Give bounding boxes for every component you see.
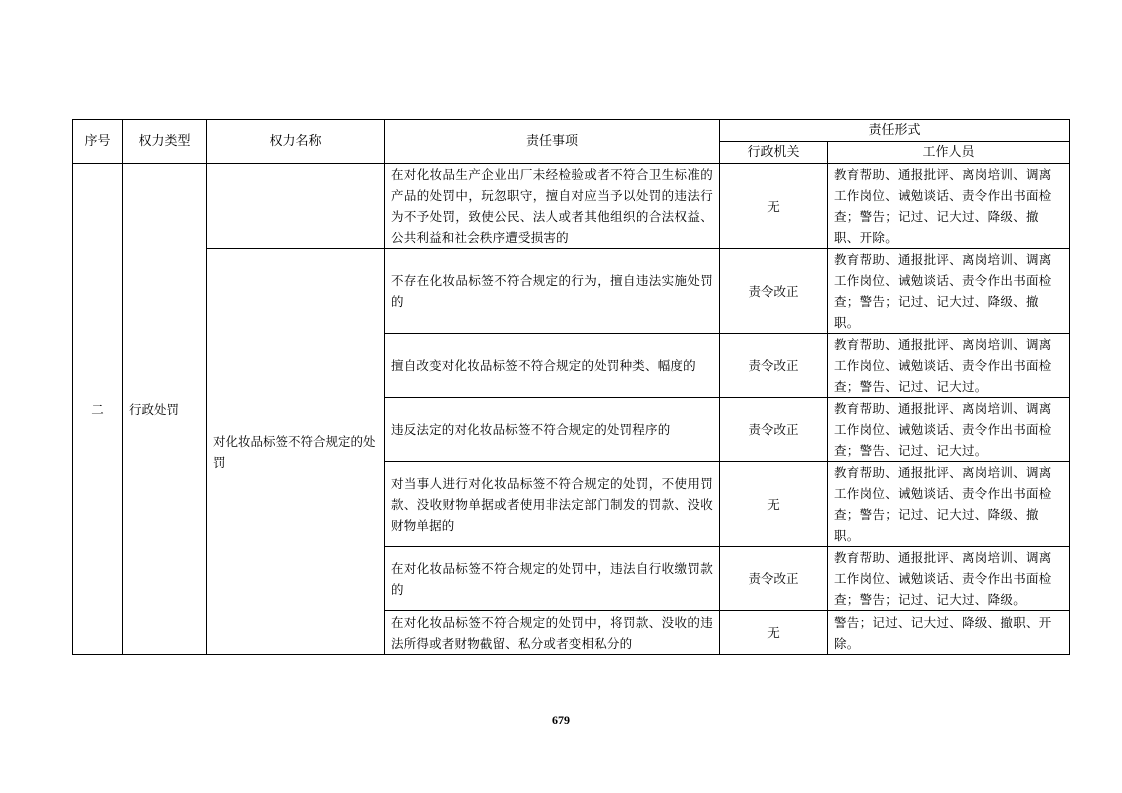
matter-cell: 擅自改变对化妆品标签不符合规定的处罚种类、幅度的 — [385, 334, 720, 398]
staff-cell: 教育帮助、通报批评、离岗培训、调离工作岗位、诫勉谈话、责令作出书面检查；警告；记过、记大过、降级、撤职。 — [828, 462, 1070, 547]
power-type-cell: 行政处罚 — [123, 164, 207, 655]
matter-cell: 在对化妆品生产企业出厂未经检验或者不符合卫生标准的产品的处罚中，玩忽职守，擅自对应当予以处罚的违法行为不予处罚，致使公民、法人或者其他组织的合法权益、公共利益和社会秩序遭受损害的 — [385, 164, 720, 249]
header-matter: 责任事项 — [385, 120, 720, 164]
matter-cell: 不存在化妆品标签不符合规定的行为，擅自违法实施处罚的 — [385, 249, 720, 334]
staff-cell: 教育帮助、通报批评、离岗培训、调离工作岗位、诫勉谈话、责令作出书面检查；警告；记过、记大过、降级。 — [828, 547, 1070, 611]
staff-cell: 教育帮助、通报批评、离岗培训、调离工作岗位、诫勉谈话、责令作出书面检查；警告；记过、记大过、降级、撤职、开除。 — [828, 164, 1070, 249]
table-row — [73, 164, 1070, 249]
seq-cell: 二 — [73, 164, 123, 655]
org-cell: 责令改正 — [720, 547, 828, 611]
org-cell: 无 — [720, 611, 828, 655]
responsibility-table — [72, 119, 1070, 655]
matter-cell: 在对化妆品标签不符合规定的处罚中，违法自行收缴罚款的 — [385, 547, 720, 611]
staff-cell: 教育帮助、通报批评、离岗培训、调离工作岗位、诫勉谈话、责令作出书面检查；警告；记过、记大过、降级、撤职。 — [828, 249, 1070, 334]
header-form: 责任形式 — [720, 120, 1070, 142]
org-cell: 无 — [720, 164, 828, 249]
matter-cell: 对当事人进行对化妆品标签不符合规定的处罚，不使用罚款、没收财物单据或者使用非法定部门制发的罚款、没收财物单据的 — [385, 462, 720, 547]
header-row-1 — [73, 120, 1070, 142]
header-seq: 序号 — [73, 120, 123, 164]
page-number: 679 — [552, 713, 570, 727]
matter-cell: 违反法定的对化妆品标签不符合规定的处罚程序的 — [385, 398, 720, 462]
header-power-type: 权力类型 — [123, 120, 207, 164]
staff-cell: 教育帮助、通报批评、离岗培训、调离工作岗位、诫勉谈话、责令作出书面检查；警告、记过、记大过。 — [828, 334, 1070, 398]
org-cell: 责令改正 — [720, 398, 828, 462]
org-cell: 责令改正 — [720, 249, 828, 334]
org-cell: 责令改正 — [720, 334, 828, 398]
table-row — [73, 249, 1070, 334]
header-staff: 工作人员 — [828, 142, 1070, 164]
org-cell: 无 — [720, 462, 828, 547]
matter-cell: 在对化妆品标签不符合规定的处罚中，将罚款、没收的违法所得或者财物截留、私分或者变相私分的 — [385, 611, 720, 655]
power-name-cell: 对化妆品标签不符合规定的处罚 — [207, 249, 385, 655]
header-org: 行政机关 — [720, 142, 828, 164]
header-power-name: 权力名称 — [207, 120, 385, 164]
staff-cell: 教育帮助、通报批评、离岗培训、调离工作岗位、诫勉谈话、责令作出书面检查；警告、记过、记大过。 — [828, 398, 1070, 462]
staff-cell: 警告；记过、记大过、降级、撤职、开除。 — [828, 611, 1070, 655]
power-name-cell-empty — [207, 164, 385, 249]
